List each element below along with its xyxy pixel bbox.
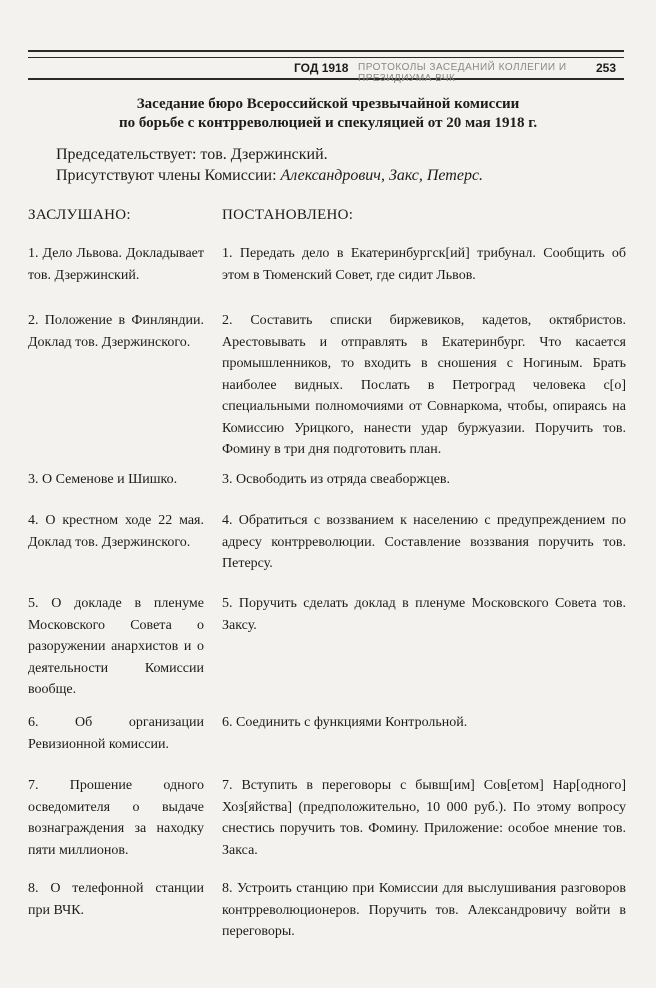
decided-item-3: 3. Освободить из отряда свеаборжцев. (222, 472, 451, 487)
decided-item-1: 1. Передать дело в Екатеринбургск[ий] трибунал. Сообщить об этом в Тюменский Совет, где сидит Львов. (222, 246, 626, 283)
page-number: 253 (595, 61, 616, 75)
attendees-line (56, 167, 483, 185)
attendees-names: Александрович, Закс, Петерс. (280, 167, 484, 184)
decided-item-5: 5. Поручить сделать доклад в пленуме Московского Совета тов. Заксу. (222, 596, 626, 633)
decided-item-7: 7. Вступить в переговоры с бывш[им] Сов[етом] Нар[одного] Хоз[яйства] (предположительно, 10 000 руб.). По этому вопросу снестись поручить тов. Фомину. Приложение: особое мнение тов. Закса. (222, 778, 626, 858)
header-top-rule (28, 50, 624, 52)
header-running-title: ПРОТОКОЛЫ ЗАСЕДАНИЙ КОЛЛЕГИИ И ПРЕЗИДИУМА ВЧК (358, 62, 567, 84)
heard-item-5: 5. О докладе в пленуме Московского Совета о разоружении анархистов и о деятельности Комиссии вообще. (28, 596, 204, 697)
heard-item-3: 3. О Семенове и Шишко. (28, 472, 178, 487)
decided-column-heading: ПОСТАНОВЛЕНО: (222, 207, 354, 223)
heard-item-4: 4. О крестном ходе 22 мая. Доклад тов. Дзержинского. (28, 513, 204, 550)
heard-item-2: 2. Положение в Финляндии. Доклад тов. Дзержинского. (28, 313, 204, 350)
heard-item-1: 1. Дело Львова. Докладывает тов. Дзержинский. (28, 246, 204, 283)
decided-item-8: 8. Устроить станцию при Комиссии для выслушивания разговоров контрреволюционеров. Поручить тов. Александровичу войти в переговоры. (222, 881, 626, 939)
header-year: ГОД 1918 (290, 61, 352, 75)
attendees-label: Присутствуют члены Комиссии: (56, 167, 281, 184)
running-header (28, 57, 624, 84)
chair-line: Председательствует: тов. Дзержинский. (56, 146, 328, 163)
title-line-1: Заседание бюро Всероссийской чрезвычайной комиссии (136, 96, 520, 112)
decided-item-6: 6. Соединить с функциями Контрольной. (222, 715, 468, 730)
heard-item-8: 8. О телефонной станции при ВЧК. (28, 881, 204, 918)
decided-item-4: 4. Обратиться с воззванием к населению с предупреждением по адресу контрреволюции. Составление воззвания поручить тов. Петерсу. (222, 513, 626, 571)
heard-column-heading: ЗАСЛУШАНО: (28, 207, 131, 223)
document-title (60, 95, 596, 133)
heard-item-6: 6. Об организации Ревизионной комиссии. (28, 715, 204, 752)
decided-item-2: 2. Составить списки биржевиков, кадетов, октябристов. Арестовывать и отправлять в Екатеринбург. Что касается промышленников, то входить в сношения с Ногиным. Брать наиболее видных. Послать в Петроград человека с[о] специальными полномочиями от Совнаркома, чтобы, опираясь на Комиссию Урицкого, нанести удар буржуазии. Поручить тов. Фомину в три дня подготовить план. (222, 313, 626, 457)
heard-item-7: 7. Прошение одного осведомителя о выдаче вознаграждения за находку пяти миллионов. (28, 778, 204, 858)
title-line-2: по борьбе с контрреволюцией и спекуляцией от 20 мая 1918 г. (118, 115, 538, 131)
